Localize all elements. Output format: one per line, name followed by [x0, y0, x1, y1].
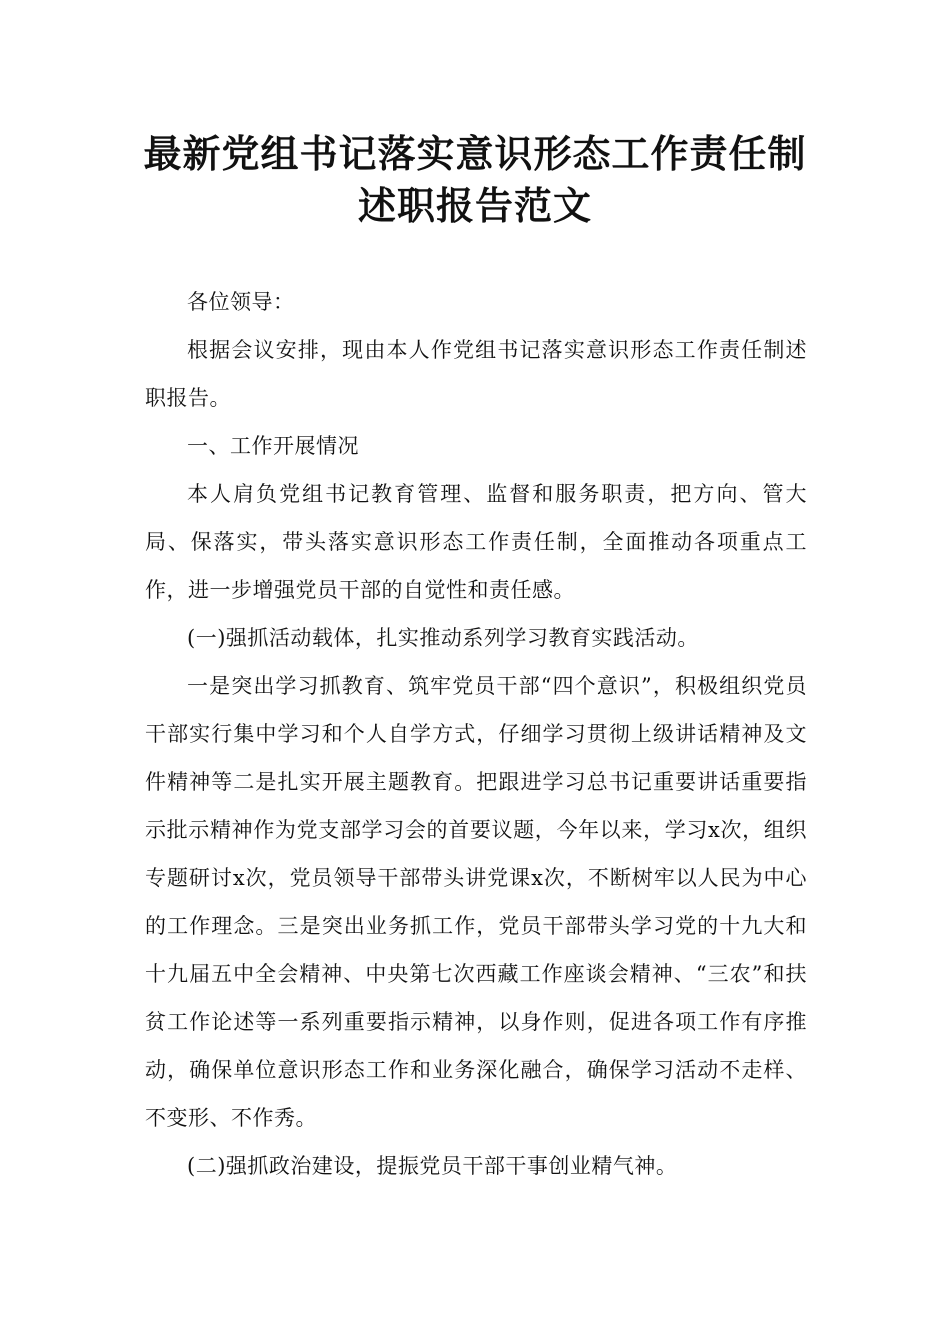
body-paragraph: 一是突出学习抓教育、筑牢党员干部“四个意识”，积极组织党员干部实行集中学习和个人自学方式，仔细学习贯彻上级讲话精神及文件精神等二是扎实开展主题教育。把跟进学习总书记重要讲话重要指示批示精神作为党支部学习会的首要议题，今年以来，学习x次，组织专题研讨x次，党员领导干部带头讲党课x次，不断树牢以人民为中心的工作理念。三是突出业务抓工作，党员干部带头学习党的十九大和十九届五中全会精神、中央第七次西藏工作座谈会精神、“三农”和扶贫工作论述等一系列重要指示精神，以身作则，促进各项工作有序推动，确保单位意识形态工作和业务深化融合，确保学习活动不走样、不变形、不作秀。: [145, 674, 807, 1130]
subsection-heading: (一)强抓活动载体，扎实推动系列学习教育实践活动。: [187, 626, 699, 650]
document-body: [145, 278, 807, 1190]
subsection-heading: (二)强抓政治建设，提振党员干部干事创业精气神。: [187, 1154, 678, 1178]
salutation: 各位领导：: [187, 290, 295, 314]
intro-paragraph: 根据会议安排，现由本人作党组书记落实意识形态工作责任制述职报告。: [145, 338, 807, 410]
document-title-line-2: 述职报告范文: [357, 184, 592, 228]
body-paragraph: 本人肩负党组书记教育管理、监督和服务职责，把方向、管大局、保落实，带头落实意识形态工作责任制，全面推动各项重点工作，进一步增强党员干部的自觉性和责任感。: [145, 482, 807, 602]
document-title-line-1: 最新党组书记落实意识形态工作责任制: [143, 132, 807, 176]
section-heading: 一、工作开展情况: [187, 434, 359, 458]
